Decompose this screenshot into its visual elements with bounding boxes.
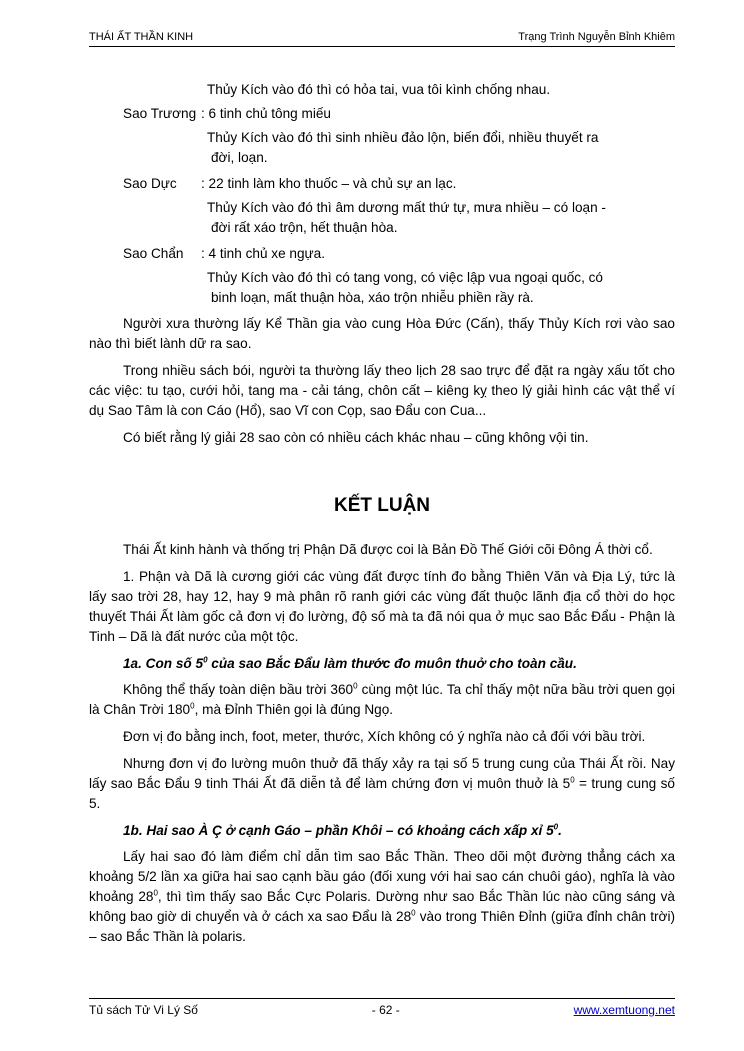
header-author: Trạng Trình Nguyễn Bỉnh Khiêm: [518, 31, 675, 43]
star-desc: : 6 tinh chủ tông miếu: [201, 106, 331, 121]
star-detail-rest: đời rất xáo trộn, hết thuận hòa.: [211, 220, 398, 235]
website-link[interactable]: www.xemtuong.net: [573, 1003, 675, 1017]
text: = trung cung số 5.: [89, 776, 675, 811]
paragraph: Thái Ất kinh hành và thống trị Phận Dã được coi là Bản Đồ Thế Giới cõi Đông Á thời cổ.: [123, 542, 653, 557]
degree-sup: 0: [570, 775, 575, 785]
heading-text: 1a. Con số 5: [123, 656, 204, 671]
paragraph: Trong nhiều sách bói, người ta thường lấy theo lịch 28 sao trực để đặt ra ngày xấu tốt cho các việc: tu tạo, cưới hỏi, tang ma - cải táng, chôn cất – kiêng kỵ theo lý giải hình các vật thể ví dụ Sao Tâm là con Cáo (Hổ), sao Vĩ con Cọp, sao Đẩu con Cua...: [89, 363, 675, 418]
page-content: [89, 80, 675, 954]
heading-text: 1b. Hai sao À Ç ở cạnh Gáo – phần Khôi – có khoảng cách xấp xỉ 5: [123, 823, 554, 838]
heading-text: của sao Bắc Đẩu làm thước đo muôn thuở cho toàn cầu.: [207, 656, 577, 671]
text: Lấy hai sao đó làm điểm chỉ dẫn tìm sao Bắc Thần. Theo dõi một đường thẳng cách xa khoảng 5/2 lần xa giữa hai sao cạnh bầu gáo (đối xung với hai sao cán chuôi gáo), nghĩa là vào khoảng 28: [89, 849, 675, 904]
text: , mà Đỉnh Thiên gọi là đúng Ngọ.: [194, 702, 394, 717]
degree-sup: 0: [190, 701, 195, 711]
page-number: - 62 -: [371, 1003, 400, 1017]
text: Không thể thấy toàn diện bầu trời 360: [123, 682, 354, 697]
star-detail: [89, 268, 675, 308]
paragraph: [89, 754, 675, 814]
star-entry-duc: [89, 174, 675, 194]
paragraph: Có biết rằng lý giải 28 sao còn có nhiều cách khác nhau – cũng không vội tin.: [123, 430, 589, 445]
degree-sup: 0: [553, 822, 559, 832]
star-entry-truong: [89, 104, 675, 124]
conclusion-title: KẾT LUẬN: [333, 495, 431, 516]
star-desc: : 22 tinh làm kho thuốc – và chủ sự an lạc.: [201, 176, 457, 191]
paragraph: [89, 680, 675, 720]
page-footer: [89, 998, 675, 1017]
footer-series: Tủ sách Tử Vi Lý Số: [89, 1003, 198, 1017]
paragraph: [89, 847, 675, 947]
star-detail-rest: binh loạn, mất thuận hòa, xáo trộn nhiễu phiền rầy rà.: [211, 290, 534, 305]
text: Nhưng đơn vị đo lường muôn thuở đã thấy xảy ra tại số 5 trung cung của Thái Ất rồi. Nay lấy sao Bắc Đẩu 9 tinh Thái Ất đã diễn tả để làm chứng đơn vị muôn thuở là 5: [89, 756, 675, 791]
star-detail-first: Thủy Kích vào đó thì âm dương mất thứ tự, mưa nhiều – có loạn -: [207, 200, 606, 215]
star-name: Sao Chẩn: [123, 246, 184, 261]
section-heading-1a: [89, 654, 675, 674]
section-heading-1b: [89, 821, 675, 841]
star-name: Sao Dực: [123, 176, 177, 191]
text: cùng một lúc. Ta chỉ thấy một nữa bầu trời quen gọi là Chân Trời 180: [89, 682, 675, 717]
degree-sup: 0: [353, 681, 358, 691]
degree-sup: 0: [411, 908, 416, 918]
intro-line: Thủy Kích vào đó thì có hỏa tai, vua tôi kình chống nhau.: [207, 82, 551, 97]
star-name: Sao Trương: [123, 106, 197, 121]
text: , thì tìm thấy sao Bắc Cực Polaris. Dường như sao Bắc Thần lúc nào cũng sáng và không bao giờ di chuyển và ở cách xa sao Đẩu là 28: [89, 889, 675, 924]
degree-sup: 0: [153, 888, 158, 898]
star-detail-rest: đời, loạn.: [211, 150, 268, 165]
star-desc: : 4 tinh chủ xe ngựa.: [201, 246, 325, 261]
paragraph: Người xưa thường lấy Kể Thần gia vào cung Hòa Đức (Cấn), thấy Thủy Kích rơi vào sao nào thì biết lành dữ ra sao.: [89, 316, 675, 351]
star-detail: [89, 198, 675, 238]
paragraph: 1. Phận và Dã là cương giới các vùng đất được tính đo bằng Thiên Văn và Địa Lý, tức là lấy sao trời 28, hay 12, hay 9 mà phân rõ ranh giới các vùng đất thuộc lãnh địa cổ thời do học thuyết Thái Ất làm gốc cả đơn vị đo lường, độ số mà ta đã nói qua ở mục sao Bắc Đẩu - Phận là Tinh – Dã là đất nước của một tộc.: [89, 569, 675, 644]
star-entry-chan: [89, 244, 675, 264]
degree-sup: 0: [203, 655, 208, 665]
star-detail-first: Thủy Kích vào đó thì có tang vong, có việc lập vua ngoại quốc, có: [207, 270, 603, 285]
paragraph: Đơn vị đo bằng inch, foot, meter, thước, Xích không có ý nghĩa nào cả đối với bầu trời.: [123, 729, 646, 744]
star-detail: [89, 128, 675, 168]
star-detail-first: Thủy Kích vào đó thì sinh nhiều đảo lộn, biến đổi, nhiều thuyết ra: [207, 130, 599, 145]
page-header: [89, 31, 675, 47]
header-book-title: THÁI ẤT THẦN KINH: [89, 31, 194, 43]
heading-text: .: [558, 823, 562, 838]
text: vào trong Thiên Đỉnh (giữa đỉnh chân trời) – sao Bắc Thần là polaris.: [89, 909, 675, 944]
